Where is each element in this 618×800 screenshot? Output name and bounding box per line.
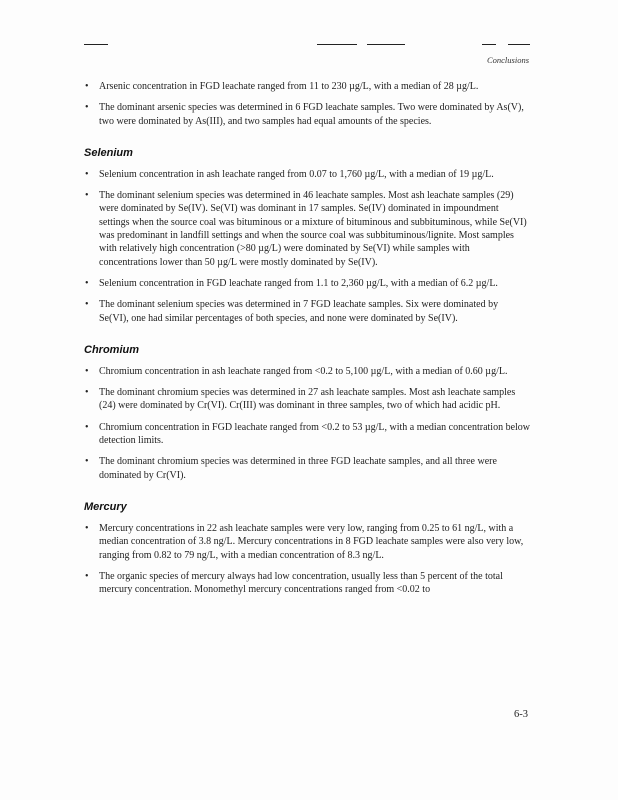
page-number: 6-3	[514, 709, 528, 720]
bullet-item: • Chromium concentration in FGD leachate ranged from <0.2 to 53 µg/L, with a median concentration below detection limits.	[84, 421, 530, 448]
bullet-item: • Mercury concentrations in 22 ash leachate samples were very low, ranging from 0.25 to 61 ng/L, with a median concentration of 3.8 ng/L. Mercury concentrations in 8 FGD leachate samples were also very low, ranging from 0.82 to 79 ng/L, with a median concentration of 8.3 ng/L.	[84, 522, 530, 562]
bullet-item: • The dominant arsenic species was determined in 6 FGD leachate samples. Two were dominated by As(V), two were dominated by As(III), and two samples had equal amounts of the species.	[84, 101, 530, 128]
bullet-item: • Arsenic concentration in FGD leachate ranged from 11 to 230 µg/L, with a median of 28 µg/L.	[84, 80, 530, 93]
header-rule-segment	[482, 44, 496, 45]
header-rule-segment	[508, 44, 530, 45]
section-heading-selenium: Selenium	[84, 146, 133, 159]
header-rule-segment	[84, 44, 108, 45]
bullet-item: • The dominant chromium species was determined in three FGD leachate samples, and all three were dominated by Cr(VI).	[84, 455, 530, 482]
page-content	[84, 80, 530, 604]
bullet-item: • The dominant chromium species was determined in 27 ash leachate samples. Most ash leachate samples (24) were dominated by Cr(VI). Cr(III) was dominant in three samples, two of which had acidic pH.	[84, 386, 530, 413]
bullet-item: • The organic species of mercury always had low concentration, usually less than 5 percent of the total mercury concentration. Monomethyl mercury concentrations ranged from <0.02 to	[84, 570, 530, 597]
section-heading-mercury: Mercury	[84, 500, 127, 513]
bullet-item: • Selenium concentration in FGD leachate ranged from 1.1 to 2,360 µg/L, with a median of 6.2 µg/L.	[84, 277, 530, 290]
chromium-bullet-list	[84, 365, 530, 482]
bullet-item: • The dominant selenium species was determined in 46 leachate samples. Most ash leachate samples (29) were dominated by Se(IV). Se(VI) was dominant in 17 samples. Se(IV) dominated in impoundment settings when the source coal was bituminous or a mixture of bituminous and subbituminous, while Se(VI) was predominant in landfill settings and when the source coal was subbituminous/lignite. Most samples with relatively high concentration (>80 µg/L) were dominated by Se(VI) while samples with concentrations lower than 50 µg/L were mostly dominated by Se(IV).	[84, 189, 530, 269]
running-header-title: Conclusions	[486, 55, 529, 65]
selenium-bullet-list	[84, 168, 530, 325]
bullet-item: • Selenium concentration in ash leachate ranged from 0.07 to 1,760 µg/L, with a median of 19 µg/L.	[84, 168, 530, 181]
section-heading-chromium: Chromium	[84, 343, 139, 356]
arsenic-fgd-bullet-list	[84, 80, 530, 128]
bullet-item: • The dominant selenium species was determined in 7 FGD leachate samples. Six were dominated by Se(VI), one had similar percentages of both species, and none were dominated by Se(IV).	[84, 298, 530, 325]
header-rule-segment	[367, 44, 405, 45]
mercury-bullet-list	[84, 522, 530, 596]
bullet-item: • Chromium concentration in ash leachate ranged from <0.2 to 5,100 µg/L, with a median of 0.60 µg/L.	[84, 365, 530, 378]
header-rule-segment	[317, 44, 357, 45]
